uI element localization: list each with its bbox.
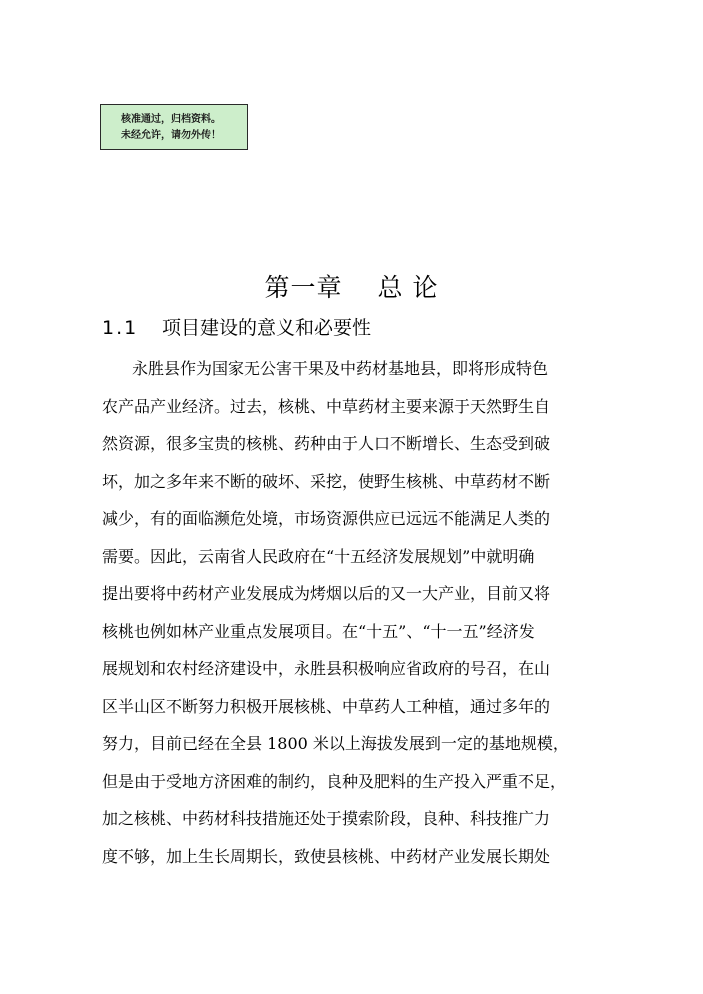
stamp-line-approved: 核准通过，归档资料。 [121,114,221,125]
section-number: 1.1 [102,317,139,339]
body-line: 然资源，很多宝贵的核桃、药种由于人口不断增长、生态受到破 [102,434,551,453]
section-heading [102,313,371,343]
body-line: 减少，有的面临濒危处境，市场资源供应已远远不能满足人类的 [102,509,551,528]
body-paragraph [102,350,602,875]
body-line: 但是由于受地方济困难的制约，良种及肥料的生产投入严重不足， [102,771,567,791]
body-line: 永胜县作为国家无公害干果及中药材基地县，即将形成特色 [132,359,549,378]
body-line: 坏，加之多年来不断的破坏、采挖，使野生核桃、中草药材不断 [102,471,551,491]
body-line: 努力，目前已经在全县 1800 米以上海拔发展到一定的基地规模， [102,734,569,753]
section-title: 项目建设的意义和必要性 [162,317,372,339]
body-line: 农产品产业经济。过去，核桃、中草药材主要来源于天然野生自 [102,396,551,416]
body-line: 区半山区不断努力积极开展核桃、中草药人工种植，通过多年的 [102,696,551,716]
chapter-title: 第一章 总 论 [264,273,439,302]
body-line: 需要。因此，云南省人民政府在“十五经济发展规划”中就明确 [102,546,535,566]
body-line: 提出要将中药材产业发展成为烤烟以后的又一大产业，目前又将 [102,584,551,603]
body-line: 核桃也例如林产业重点发展项目。在“十五”、“十一五”经济发 [102,621,535,641]
body-line: 度不够，加上生长周期长，致使县核桃、中药材产业发展长期处 [102,846,551,866]
body-line: 加之核桃、中药材科技措施还处于摸索阶段，良种、科技推广力 [102,809,551,828]
body-line: 展规划和农村经济建设中，永胜县积极响应省政府的号召，在山 [102,659,551,678]
archive-stamp-box [100,104,248,150]
stamp-line-restricted: 未经允许，请勿外传！ [121,130,221,141]
